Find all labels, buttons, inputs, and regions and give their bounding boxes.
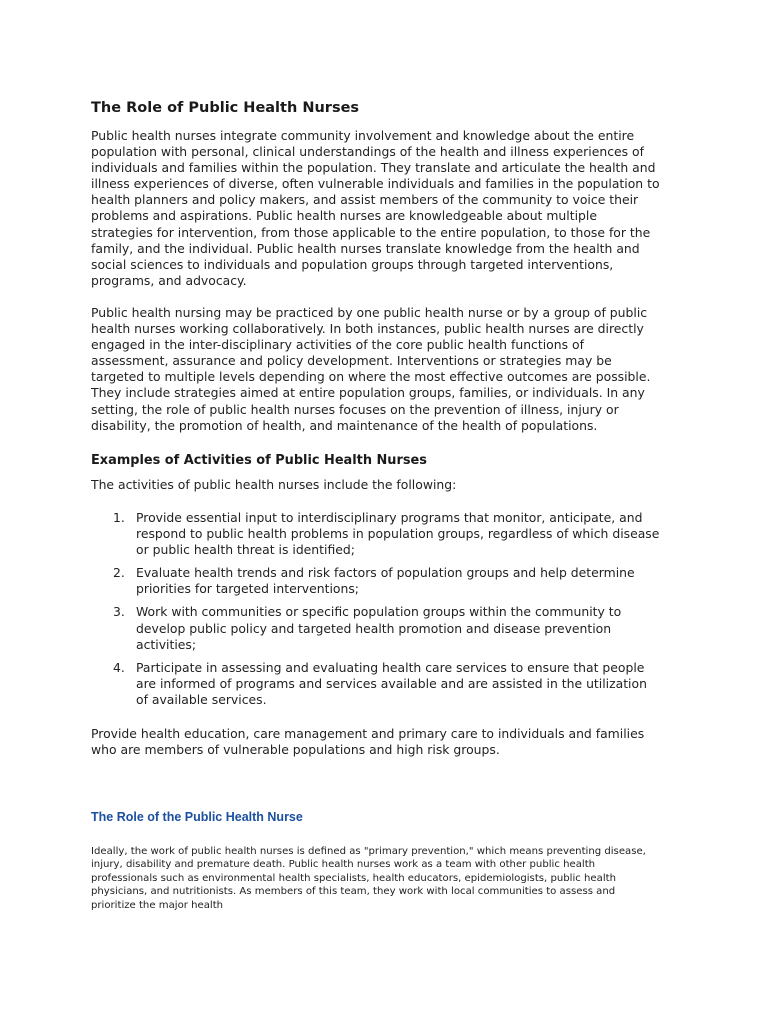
activities-list (91, 510, 661, 715)
examples-intro: The activities of public health nurses include the following: (91, 477, 457, 492)
second-section-paragraph: Ideally, the work of public health nurses is defined as "primary prevention," which means preventing disease, injury, disability and premature death. Public health nurses work as a team with other public health professionals such as environmental health specialists, health educators, epidemiologists, public health physicians, and nutritionists. As members of this team, they work with local communities to assess and prioritize the major health (91, 846, 646, 911)
list-item-text: Provide essential input to interdisciplinary programs that monitor, anticipate, and respond to public health problems in population groups, regardless of which disease or public health threat is identified; (136, 510, 660, 558)
list-item (91, 660, 661, 708)
document-title: The Role of Public Health Nurses (91, 100, 360, 116)
list-item (91, 604, 661, 652)
list-item-number: 3. (113, 604, 125, 620)
list-item (91, 565, 661, 597)
examples-heading: Examples of Activities of Public Health Nurses (91, 453, 427, 468)
list-item-text: Work with communities or specific population groups within the community to develop public policy and targeted health promotion and disease prevention activities; (136, 604, 622, 652)
list-item-text: Participate in assessing and evaluating health care services to ensure that people are informed of programs and services available and are assisted in the utilization of available services. (136, 659, 647, 707)
practice-paragraph: Public health nursing may be practiced by one public health nurse or by a group of public health nurses working collaboratively. In both instances, public health nurses are directly engaged in the inter-disciplinary activities of the core public health functions of assessment, assurance and policy development. Interventions or strategies may be targeted to multiple levels depending on where the most effective outcomes are possible. They include strategies aimed at entire population groups, families, or individuals. In any setting, the role of public health nurses focuses on the prevention of illness, injury or disability, the promotion of health, and maintenance of the health of populations. (91, 305, 651, 433)
intro-paragraph: Public health nurses integrate community involvement and knowledge about the entire population with personal, clinical understandings of the health and illness experiences of individuals and families within the population. They translate and articulate the health and illness experiences of diverse, often vulnerable individuals and families in the population to health planners and policy makers, and assist members of the community to voice their problems and aspirations. Public health nurses are knowledgeable about multiple strategies for intervention, from those applicable to the entire population, to those for the family, and the individual. Public health nurses translate knowledge from the health and social sciences to individuals and population groups through targeted interventions, programs, and advocacy. (91, 128, 660, 288)
list-item-text: Evaluate health trends and risk factors of population groups and help determine priorities for targeted interventions; (136, 565, 635, 597)
list-item-number: 4. (113, 659, 125, 675)
list-item-number: 2. (113, 565, 125, 581)
second-section-heading: The Role of the Public Health Nurse (91, 810, 303, 824)
list-item-number: 1. (113, 510, 125, 525)
closing-paragraph: Provide health education, care management and primary care to individuals and families who are members of vulnerable populations and high risk groups. (91, 726, 645, 758)
list-item (91, 510, 661, 558)
